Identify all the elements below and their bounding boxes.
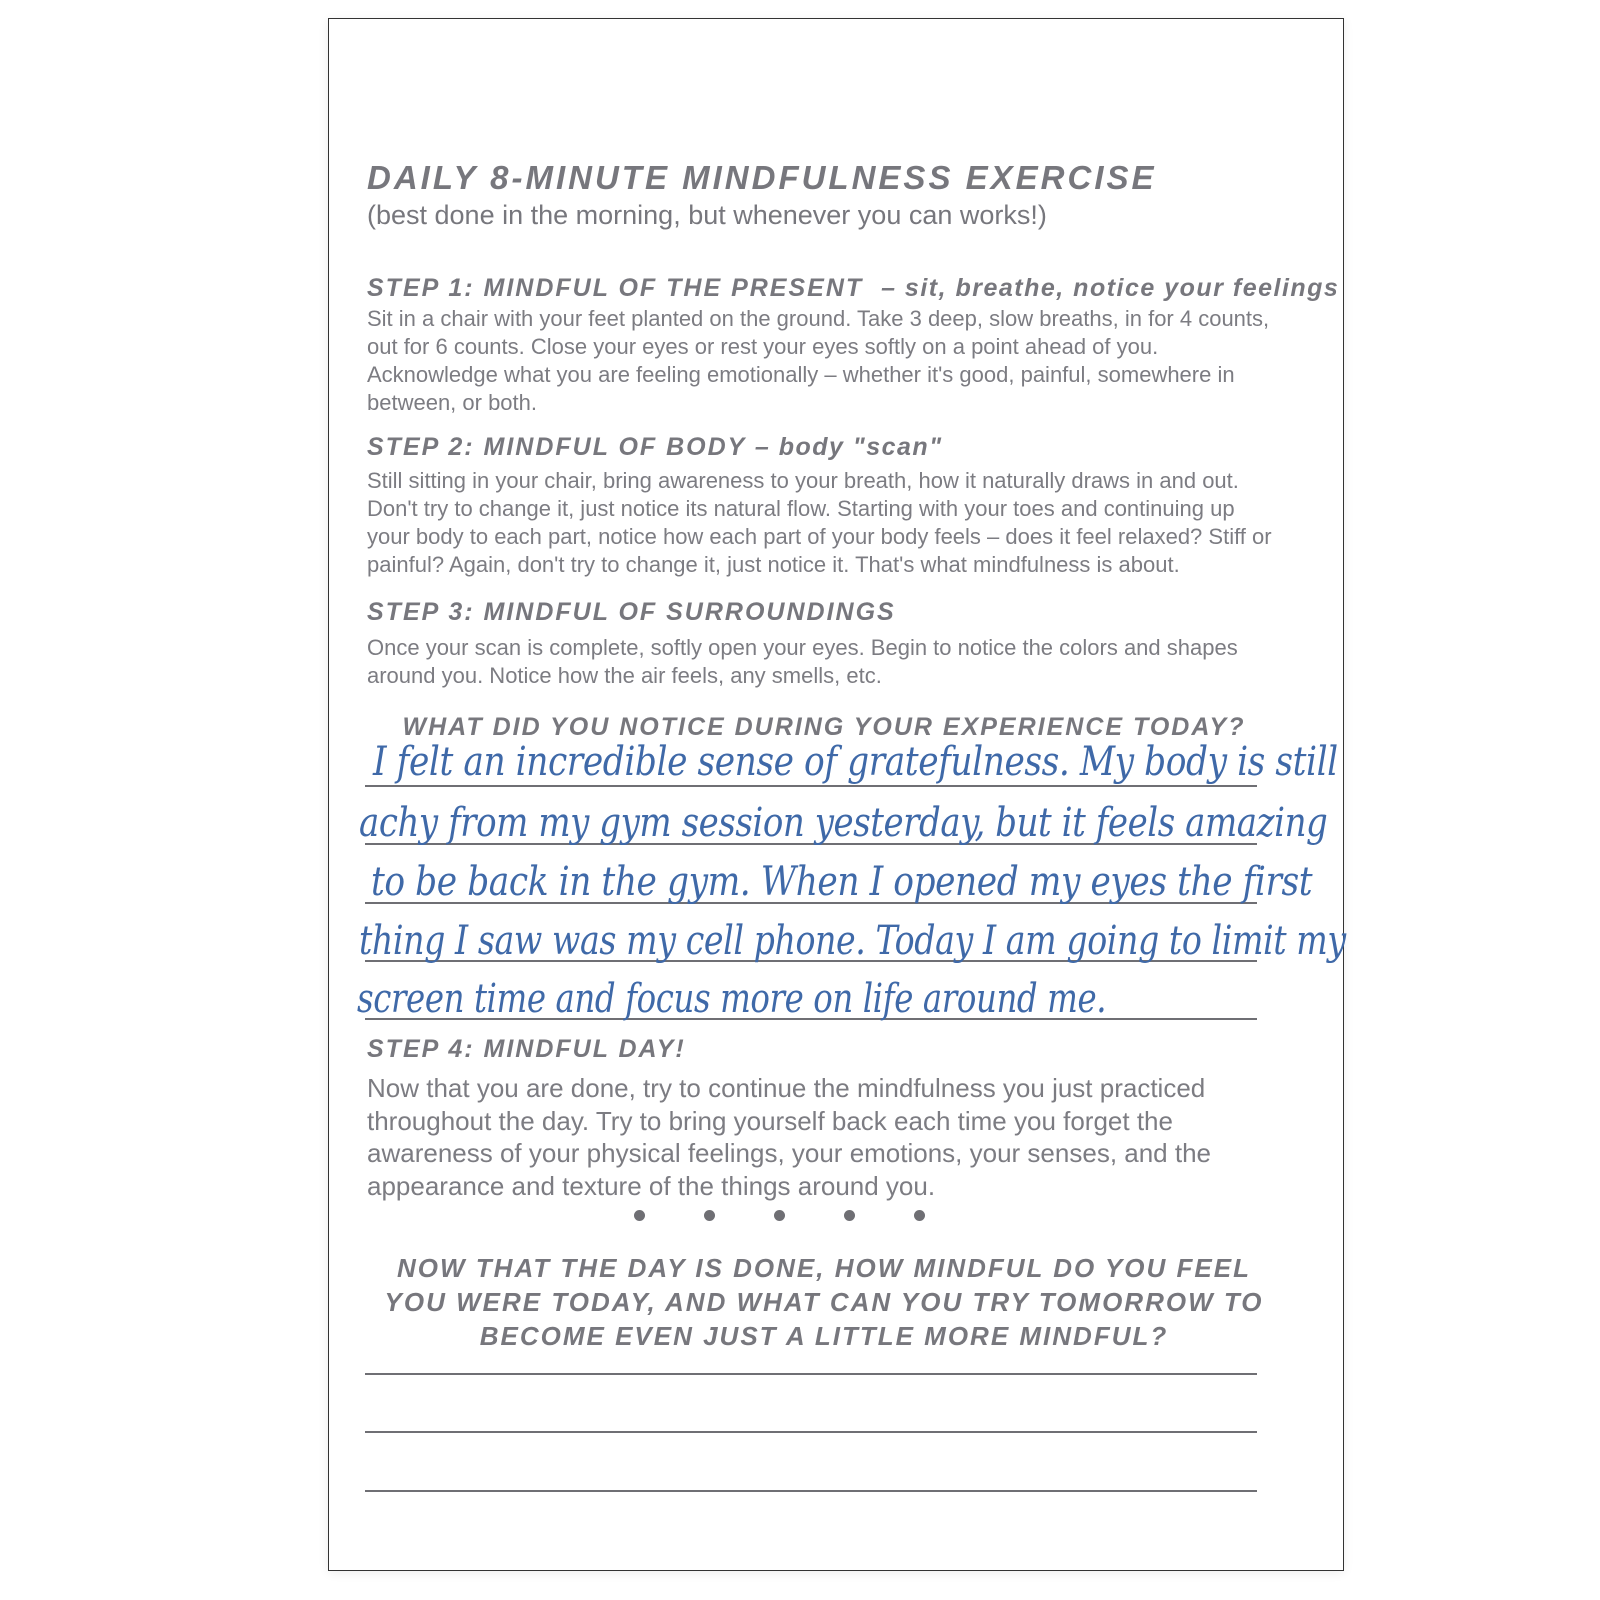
- page-subtitle: (best done in the morning, but whenever you can works!): [367, 200, 1047, 230]
- page-title: DAILY 8-MINUTE MINDFULNESS EXERCISE: [367, 159, 1157, 196]
- step-3-title: STEP 3: MINDFUL OF SURROUNDINGS: [367, 598, 896, 626]
- step-3-heading: [367, 598, 896, 627]
- reflection-line-2[interactable]: [365, 1431, 1257, 1433]
- separator-dot: [844, 1210, 855, 1221]
- step-3-body: Once your scan is complete, softly open your eyes. Begin to notice the colors and shapes around you. Notice how the air feels, any smells, etc.: [367, 635, 1238, 688]
- separator-dot: [704, 1210, 715, 1221]
- notice-question: WHAT DID YOU NOTICE DURING YOUR EXPERIENCE TODAY?: [402, 713, 1246, 741]
- step-4-title: STEP 4: MINDFUL DAY!: [367, 1035, 686, 1063]
- handwritten-line-4: thing I saw was my cell phone. Today I am going to limit my: [359, 918, 1346, 964]
- step-2-title: STEP 2: MINDFUL OF BODY: [367, 433, 746, 461]
- step-1-title: STEP 1: MINDFUL OF THE PRESENT: [367, 274, 864, 302]
- step-4-heading: [367, 1035, 686, 1064]
- separator-dot: [634, 1210, 645, 1221]
- step-1-heading: [367, 274, 1339, 303]
- step-2-body: Still sitting in your chair, bring awareness to your breath, how it naturally draws in and out. Don't try to change it, just notice its natural flow. Starting with your toes and continuing up your body to each part, notice how each part of your body feels – does it feel relaxed? Stiff or painful? Again, don't try to change it, just notice it. That's what mindfulness is about.: [367, 468, 1272, 577]
- step-4-body: Now that you are done, try to continue the mindfulness you just practiced throughout the day. Try to bring yourself back each time you forget the awareness of your physical feelings, your emotions, your senses, and the appearance and texture of the things around you.: [367, 1073, 1212, 1201]
- handwritten-line-3: to be back in the gym. When I opened my eyes the first: [371, 859, 1313, 905]
- step-1-subtitle: – sit, breathe, notice your feelings: [881, 274, 1340, 302]
- reflection-question: NOW THAT THE DAY IS DONE, HOW MINDFUL DO YOU FEEL YOU WERE TODAY, AND WHAT CAN YOU TRY TOMORROW TO BECOME EVEN JUST A LITTLE MORE MINDFUL?: [384, 1253, 1264, 1351]
- worksheet-page: [328, 18, 1344, 1571]
- handwritten-line-5: screen time and focus more on life around me.: [357, 976, 1107, 1022]
- handwritten-line-2: achy from my gym session yesterday, but it feels amazing: [359, 800, 1328, 846]
- reflection-line-3[interactable]: [365, 1490, 1257, 1492]
- handwritten-line-1: I felt an incredible sense of gratefulness. My body is still: [373, 739, 1338, 785]
- separator-dot: [914, 1210, 925, 1221]
- step-2-subtitle: – body "scan": [754, 433, 943, 461]
- step-1-body: Sit in a chair with your feet planted on the ground. Take 3 deep, slow breaths, in for 4 counts, out for 6 counts. Close your eyes or rest your eyes softly on a point ahead of you. Acknowledge what you are feeling emotionally – whether it's good, painful, somewhere in between, or both.: [367, 306, 1270, 415]
- step-2-heading: [367, 433, 943, 462]
- answer-line-1[interactable]: [365, 785, 1257, 787]
- reflection-line-1[interactable]: [365, 1373, 1257, 1375]
- separator-dot: [774, 1210, 785, 1221]
- separator-dots: [329, 1210, 1343, 1224]
